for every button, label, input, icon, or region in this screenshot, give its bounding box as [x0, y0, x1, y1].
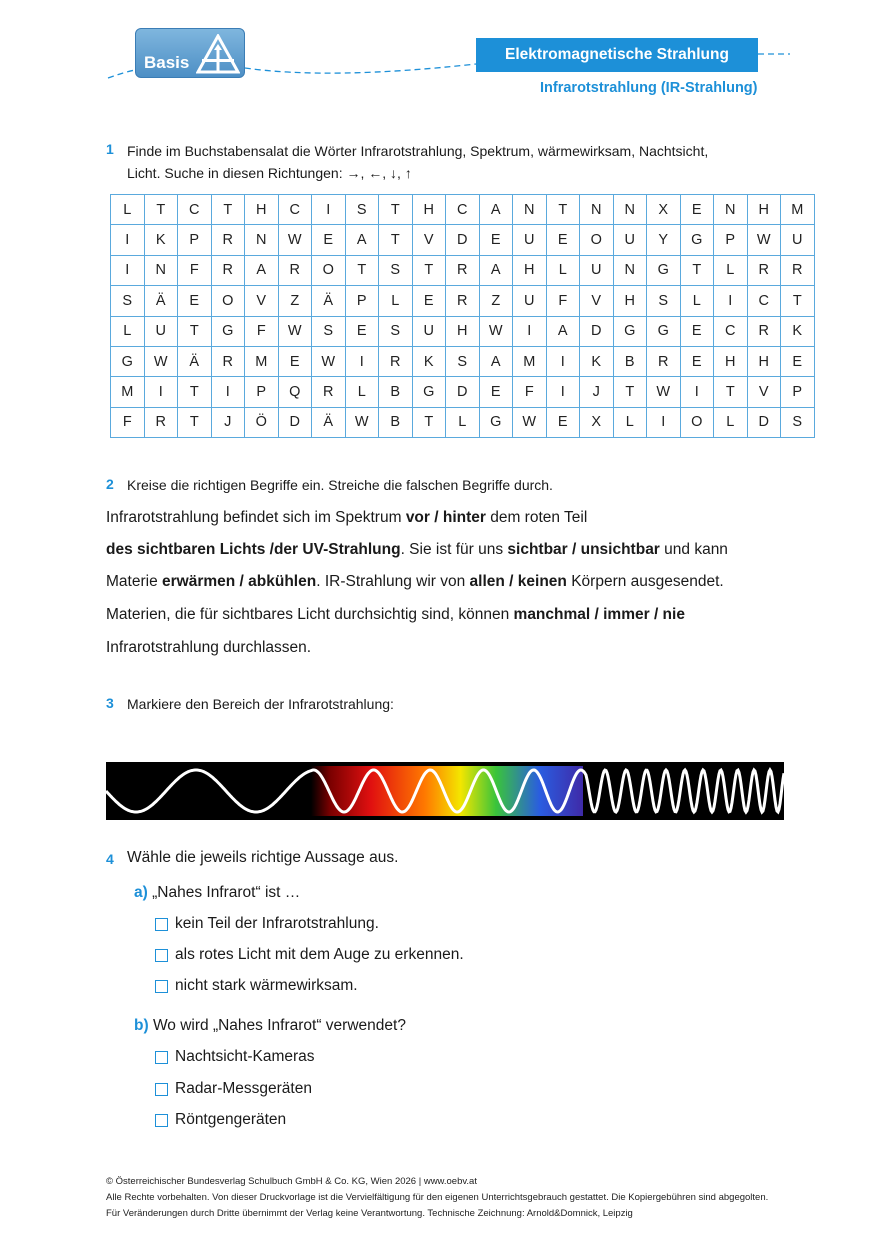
- grid-cell[interactable]: L: [111, 195, 145, 225]
- grid-cell[interactable]: E: [345, 316, 379, 346]
- grid-cell[interactable]: O: [211, 286, 245, 316]
- grid-cell[interactable]: R: [144, 407, 178, 437]
- grid-cell[interactable]: H: [613, 286, 647, 316]
- grid-cell[interactable]: C: [714, 316, 748, 346]
- grid-cell[interactable]: C: [278, 195, 312, 225]
- question-2-number: 2: [106, 476, 114, 492]
- grid-cell[interactable]: I: [211, 377, 245, 407]
- grid-row: [111, 407, 815, 437]
- grid-row: [111, 377, 815, 407]
- grid-cell[interactable]: T: [144, 195, 178, 225]
- grid-cell[interactable]: R: [379, 346, 413, 376]
- q4a-option-2[interactable]: [155, 946, 464, 964]
- q2-text: Materien, die für sichtbares Licht durchsichtig sind, können: [106, 606, 514, 623]
- grid-cell[interactable]: X: [580, 407, 614, 437]
- grid-cell[interactable]: B: [613, 346, 647, 376]
- grid-row: [111, 346, 815, 376]
- grid-cell[interactable]: D: [446, 225, 480, 255]
- grid-cell[interactable]: W: [747, 225, 781, 255]
- grid-cell[interactable]: R: [312, 377, 346, 407]
- grid-cell[interactable]: U: [613, 225, 647, 255]
- grid-cell[interactable]: I: [546, 346, 580, 376]
- grid-cell[interactable]: L: [714, 407, 748, 437]
- grid-cell[interactable]: U: [781, 225, 815, 255]
- grid-cell[interactable]: E: [781, 346, 815, 376]
- grid-cell[interactable]: V: [412, 225, 446, 255]
- q2-sentence-line2: [106, 541, 728, 559]
- grid-cell[interactable]: T: [613, 377, 647, 407]
- grid-cell[interactable]: E: [546, 225, 580, 255]
- publisher-logo: [135, 28, 245, 78]
- grid-cell[interactable]: V: [747, 377, 781, 407]
- grid-cell[interactable]: Ä: [312, 407, 346, 437]
- grid-cell[interactable]: N: [714, 195, 748, 225]
- q2-choice-licht-uv[interactable]: des sichtbaren Lichts /der UV-Strahlung: [106, 541, 401, 558]
- q4a-option-1[interactable]: [155, 915, 379, 933]
- grid-cell[interactable]: O: [680, 407, 714, 437]
- grid-cell[interactable]: I: [111, 255, 145, 285]
- grid-cell[interactable]: T: [781, 286, 815, 316]
- grid-cell[interactable]: Q: [278, 377, 312, 407]
- grid-cell[interactable]: S: [379, 316, 413, 346]
- grid-cell[interactable]: I: [111, 225, 145, 255]
- q2-text: dem roten Teil: [485, 509, 588, 526]
- grid-cell[interactable]: S: [312, 316, 346, 346]
- q2-sentence-line3: [106, 573, 724, 591]
- grid-cell[interactable]: G: [111, 346, 145, 376]
- page-subtitle: Infrarotstrahlung (IR-Strahlung): [540, 80, 758, 96]
- grid-cell[interactable]: N: [613, 195, 647, 225]
- q2-text: Infrarotstrahlung befindet sich im Spektrum: [106, 509, 406, 526]
- grid-cell[interactable]: W: [278, 225, 312, 255]
- grid-cell[interactable]: Ä: [144, 286, 178, 316]
- grid-cell[interactable]: P: [714, 225, 748, 255]
- grid-cell[interactable]: R: [446, 255, 480, 285]
- grid-cell[interactable]: S: [111, 286, 145, 316]
- grid-cell[interactable]: W: [278, 316, 312, 346]
- q2-text: . IR-Strahlung wir von: [316, 573, 470, 590]
- grid-cell[interactable]: Y: [647, 225, 681, 255]
- q2-choice-manchmal[interactable]: manchmal / immer / nie: [513, 606, 685, 623]
- grid-cell[interactable]: J: [580, 377, 614, 407]
- grid-cell[interactable]: T: [680, 255, 714, 285]
- q2-text: . Sie ist für uns: [400, 541, 508, 558]
- grid-cell[interactable]: I: [312, 195, 346, 225]
- grid-cell[interactable]: C: [446, 195, 480, 225]
- grid-cell[interactable]: I: [144, 377, 178, 407]
- grid-cell[interactable]: F: [178, 255, 212, 285]
- checkbox-icon[interactable]: [155, 918, 168, 931]
- checkbox-icon[interactable]: [155, 1051, 168, 1064]
- grid-cell[interactable]: R: [647, 346, 681, 376]
- grid-cell[interactable]: R: [211, 255, 245, 285]
- grid-cell[interactable]: D: [446, 377, 480, 407]
- grid-cell[interactable]: N: [580, 195, 614, 225]
- grid-cell[interactable]: K: [781, 316, 815, 346]
- q2-text: Körpern ausgesendet.: [566, 573, 724, 590]
- option-label: Nachtsicht-Kameras: [175, 1048, 315, 1065]
- grid-cell[interactable]: G: [647, 316, 681, 346]
- grid-cell[interactable]: S: [446, 346, 480, 376]
- q4b-question: [134, 1017, 406, 1035]
- grid-cell[interactable]: J: [211, 407, 245, 437]
- q2-text: Materie: [106, 573, 162, 590]
- grid-cell[interactable]: T: [546, 195, 580, 225]
- grid-cell[interactable]: R: [446, 286, 480, 316]
- grid-cell[interactable]: L: [714, 255, 748, 285]
- grid-cell[interactable]: R: [781, 255, 815, 285]
- grid-cell[interactable]: W: [144, 346, 178, 376]
- grid-cell[interactable]: S: [379, 255, 413, 285]
- grid-cell[interactable]: K: [580, 346, 614, 376]
- grid-cell[interactable]: A: [345, 225, 379, 255]
- grid-cell[interactable]: I: [647, 407, 681, 437]
- grid-cell[interactable]: U: [580, 255, 614, 285]
- grid-cell[interactable]: W: [312, 346, 346, 376]
- grid-cell[interactable]: T: [178, 377, 212, 407]
- footer-rights: Alle Rechte vorbehalten. Von dieser Druckvorlage ist die Vervielfältigung für den eigenen Unterrichtsgebrauch gestattet. Die Kopiergebühren sind abgegolten.: [106, 1192, 769, 1203]
- q4b-option-1[interactable]: [155, 1048, 315, 1066]
- grid-cell[interactable]: Z: [479, 286, 513, 316]
- q2-choice-erwaermen[interactable]: erwärmen / abkühlen: [162, 573, 317, 590]
- grid-cell[interactable]: V: [245, 286, 279, 316]
- q2-sentence-line5: Infrarotstrahlung durchlassen.: [106, 639, 312, 656]
- grid-cell[interactable]: E: [412, 286, 446, 316]
- grid-cell[interactable]: H: [513, 255, 547, 285]
- spectrum-wave-svg: [106, 762, 784, 820]
- grid-cell[interactable]: E: [312, 225, 346, 255]
- grid-cell[interactable]: Ä: [178, 346, 212, 376]
- spectrum-wave-image[interactable]: [106, 762, 784, 820]
- grid-cell[interactable]: P: [781, 377, 815, 407]
- grid-cell[interactable]: I: [546, 377, 580, 407]
- option-label: Röntgengeräten: [175, 1111, 287, 1128]
- grid-cell[interactable]: P: [178, 225, 212, 255]
- grid-cell[interactable]: U: [513, 225, 547, 255]
- grid-cell[interactable]: H: [747, 346, 781, 376]
- grid-cell[interactable]: R: [747, 255, 781, 285]
- grid-cell[interactable]: C: [178, 195, 212, 225]
- grid-cell[interactable]: L: [345, 377, 379, 407]
- grid-cell[interactable]: H: [446, 316, 480, 346]
- question-4-number: 4: [106, 851, 114, 867]
- grid-cell[interactable]: U: [412, 316, 446, 346]
- q2-text: und kann: [659, 541, 728, 558]
- option-label: kein Teil der Infrarotstrahlung.: [175, 915, 379, 932]
- question-3-number: 3: [106, 695, 114, 711]
- grid-cell[interactable]: W: [513, 407, 547, 437]
- grid-cell[interactable]: W: [345, 407, 379, 437]
- grid-cell[interactable]: A: [245, 255, 279, 285]
- grid-cell[interactable]: W: [479, 316, 513, 346]
- grid-cell[interactable]: T: [714, 377, 748, 407]
- grid-cell[interactable]: K: [144, 225, 178, 255]
- grid-cell[interactable]: I: [714, 286, 748, 316]
- grid-cell[interactable]: D: [747, 407, 781, 437]
- grid-cell[interactable]: E: [479, 377, 513, 407]
- grid-cell[interactable]: T: [379, 225, 413, 255]
- footer-disclaimer: Für Veränderungen durch Dritte übernimmt der Verlag keine Verantwortung. Technische Zeichnung: Arnold&Domnick, Leipzig: [106, 1208, 633, 1219]
- grid-cell[interactable]: F: [513, 377, 547, 407]
- q2-choice-sichtbar[interactable]: sichtbar / unsichtbar: [507, 541, 660, 558]
- grid-cell[interactable]: E: [178, 286, 212, 316]
- grid-cell[interactable]: I: [680, 377, 714, 407]
- grid-cell[interactable]: R: [211, 225, 245, 255]
- grid-cell[interactable]: F: [111, 407, 145, 437]
- grid-cell[interactable]: M: [513, 346, 547, 376]
- grid-cell[interactable]: B: [379, 377, 413, 407]
- grid-cell[interactable]: E: [546, 407, 580, 437]
- grid-cell[interactable]: S: [647, 286, 681, 316]
- grid-cell[interactable]: K: [412, 346, 446, 376]
- grid-row: [111, 225, 815, 255]
- grid-row: [111, 255, 815, 285]
- grid-cell[interactable]: T: [412, 407, 446, 437]
- page-title: Elektromagnetische Strahlung: [476, 38, 758, 72]
- grid-cell[interactable]: T: [178, 316, 212, 346]
- q2-sentence-line1: [106, 509, 587, 527]
- grid-cell[interactable]: L: [111, 316, 145, 346]
- grid-cell[interactable]: R: [747, 316, 781, 346]
- grid-cell[interactable]: R: [278, 255, 312, 285]
- grid-cell[interactable]: P: [245, 377, 279, 407]
- grid-cell[interactable]: H: [412, 195, 446, 225]
- grid-cell[interactable]: M: [245, 346, 279, 376]
- question-1-text-line1: Finde im Buchstabensalat die Wörter Infrarotstrahlung, Spektrum, wärmewirksam, Nachtsicht,: [127, 143, 709, 159]
- grid-cell[interactable]: E: [680, 346, 714, 376]
- grid-cell[interactable]: Z: [278, 286, 312, 316]
- checkbox-icon[interactable]: [155, 980, 168, 993]
- grid-cell[interactable]: A: [546, 316, 580, 346]
- checkbox-icon[interactable]: [155, 1083, 168, 1096]
- checkbox-icon[interactable]: [155, 1114, 168, 1127]
- q4b-question-text: Wo wird „Nahes Infrarot“ verwendet?: [152, 1017, 406, 1034]
- grid-cell[interactable]: N: [245, 225, 279, 255]
- grid-cell[interactable]: O: [580, 225, 614, 255]
- grid-cell[interactable]: M: [781, 195, 815, 225]
- grid-cell[interactable]: E: [680, 316, 714, 346]
- q2-choice-allen-keinen[interactable]: allen / keinen: [469, 573, 567, 590]
- grid-cell[interactable]: A: [479, 255, 513, 285]
- grid-cell[interactable]: I: [513, 316, 547, 346]
- grid-cell[interactable]: U: [513, 286, 547, 316]
- grid-cell[interactable]: N: [613, 255, 647, 285]
- grid-cell[interactable]: G: [647, 255, 681, 285]
- grid-cell[interactable]: D: [580, 316, 614, 346]
- option-label: als rotes Licht mit dem Auge zu erkennen.: [175, 946, 464, 963]
- grid-row: [111, 286, 815, 316]
- q2-choice-vor-hinter[interactable]: vor / hinter: [405, 509, 486, 526]
- word-search-grid: [110, 194, 815, 438]
- grid-cell[interactable]: X: [647, 195, 681, 225]
- grid-cell[interactable]: G: [479, 407, 513, 437]
- grid-cell[interactable]: I: [345, 346, 379, 376]
- grid-cell[interactable]: Ä: [312, 286, 346, 316]
- q4b-option-2[interactable]: [155, 1080, 312, 1098]
- question-2-instruction: Kreise die richtigen Begriffe ein. Streiche die falschen Begriffe durch.: [127, 477, 553, 493]
- grid-cell[interactable]: L: [613, 407, 647, 437]
- grid-cell[interactable]: F: [245, 316, 279, 346]
- q4b-label: b): [134, 1017, 149, 1034]
- grid-cell[interactable]: H: [747, 195, 781, 225]
- grid-cell[interactable]: L: [680, 286, 714, 316]
- grid-cell[interactable]: E: [479, 225, 513, 255]
- grid-cell[interactable]: L: [379, 286, 413, 316]
- grid-cell[interactable]: G: [613, 316, 647, 346]
- grid-row: [111, 316, 815, 346]
- grid-cell[interactable]: H: [245, 195, 279, 225]
- grid-cell[interactable]: L: [446, 407, 480, 437]
- grid-cell[interactable]: S: [781, 407, 815, 437]
- option-label: Radar-Messgeräten: [175, 1080, 312, 1097]
- grid-row: [111, 195, 815, 225]
- grid-cell[interactable]: H: [714, 346, 748, 376]
- grid-cell[interactable]: T: [412, 255, 446, 285]
- grid-cell[interactable]: D: [278, 407, 312, 437]
- question-1-text-line2: Licht. Suche in diesen Richtungen: →, ←, ↓, ↑: [127, 165, 412, 181]
- grid-cell[interactable]: T: [379, 195, 413, 225]
- grid-cell[interactable]: T: [211, 195, 245, 225]
- grid-cell[interactable]: E: [680, 195, 714, 225]
- grid-cell[interactable]: L: [546, 255, 580, 285]
- q4a-label: a): [134, 884, 148, 901]
- footer-copyright: © Österreichischer Bundesverlag Schulbuch GmbH & Co. KG, Wien 2026 | www.oebv.at: [106, 1176, 477, 1187]
- question-1-number: 1: [106, 141, 114, 157]
- grid-cell[interactable]: G: [412, 377, 446, 407]
- checkbox-icon[interactable]: [155, 949, 168, 962]
- grid-cell[interactable]: P: [345, 286, 379, 316]
- q4a-question-text: „Nahes Infrarot“ ist …: [152, 884, 301, 901]
- grid-cell[interactable]: U: [144, 316, 178, 346]
- grid-cell[interactable]: T: [345, 255, 379, 285]
- grid-cell[interactable]: N: [144, 255, 178, 285]
- grid-cell[interactable]: A: [479, 195, 513, 225]
- grid-cell[interactable]: G: [680, 225, 714, 255]
- grid-cell[interactable]: B: [379, 407, 413, 437]
- grid-cell[interactable]: R: [211, 346, 245, 376]
- q4a-question: [134, 884, 300, 902]
- grid-cell[interactable]: E: [278, 346, 312, 376]
- grid-cell[interactable]: Ö: [245, 407, 279, 437]
- grid-cell[interactable]: G: [211, 316, 245, 346]
- grid-cell[interactable]: S: [345, 195, 379, 225]
- logo-text: Basis: [144, 53, 190, 72]
- grid-cell[interactable]: A: [479, 346, 513, 376]
- triangle-logo-icon: [196, 34, 240, 74]
- grid-cell[interactable]: W: [647, 377, 681, 407]
- grid-cell[interactable]: C: [747, 286, 781, 316]
- grid-cell[interactable]: T: [178, 407, 212, 437]
- grid-cell[interactable]: N: [513, 195, 547, 225]
- grid-cell[interactable]: F: [546, 286, 580, 316]
- q2-sentence-line4: [106, 606, 685, 624]
- grid-cell[interactable]: V: [580, 286, 614, 316]
- option-label: nicht stark wärmewirksam.: [175, 977, 358, 994]
- question-4-instruction: Wähle die jeweils richtige Aussage aus.: [127, 849, 399, 866]
- q4b-option-3[interactable]: [155, 1111, 286, 1129]
- q4a-option-3[interactable]: [155, 977, 358, 995]
- grid-cell[interactable]: M: [111, 377, 145, 407]
- question-3-instruction: Markiere den Bereich der Infrarotstrahlung:: [127, 696, 394, 712]
- grid-cell[interactable]: O: [312, 255, 346, 285]
